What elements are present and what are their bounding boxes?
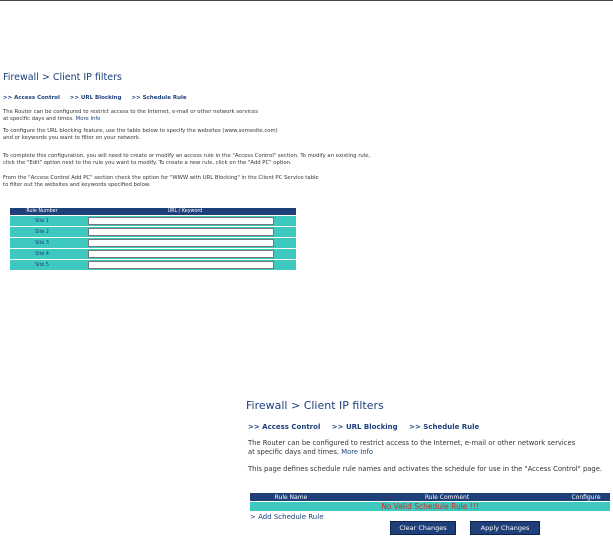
site-label: Site 5	[35, 262, 49, 268]
tab-schedule-rule[interactable]: >> Schedule Rule	[409, 423, 480, 431]
intro-line-1: The Router can be configured to restrict access to the Internet, e-mail or other network services	[248, 439, 576, 447]
config-paragraph	[3, 128, 278, 142]
table-header	[10, 208, 296, 215]
add-schedule-rule-link[interactable]: > Add Schedule Rule	[250, 513, 324, 521]
firewall-tabs	[248, 423, 488, 431]
intro-line-2: at specific days and times. More Info	[3, 116, 101, 122]
site-label: Site 3	[35, 240, 49, 246]
complete-line-1: To complete this configuration, you will need to create or modify an access rule in the "Access Control" section. To modify an existing rule,	[3, 153, 371, 159]
from-paragraph	[3, 175, 319, 189]
site-label: Site 1	[35, 218, 49, 224]
tab-url-blocking[interactable]: >> URL Blocking	[331, 423, 398, 431]
site-url-input[interactable]	[88, 239, 274, 247]
complete-paragraph	[3, 153, 370, 167]
header-rule-name: Rule Name	[274, 493, 308, 501]
url-blocking-table	[10, 208, 296, 270]
site-label: Site 2	[35, 229, 49, 235]
empty-rule-message: No Valid Schedule Rule !!!	[250, 501, 610, 511]
firewall-tabs	[3, 95, 195, 101]
apply-changes-button[interactable]: Apply Changes	[470, 521, 540, 535]
table-header	[250, 493, 610, 501]
schedule-rule-table	[250, 493, 610, 511]
site-url-input[interactable]	[88, 217, 274, 225]
config-line-1: To configure the URL blocking feature, use the table below to specify the websites (www.somesite.com)	[3, 128, 278, 134]
define-paragraph: This page defines schedule rule names and activates the schedule for use in the "Access Control" page.	[248, 465, 603, 473]
table-row	[10, 226, 296, 237]
header-url-keyword: URL / Keyword	[167, 209, 203, 214]
intro-line-1: The Router can be configured to restrict access to the Internet, e-mail or other network services	[3, 109, 259, 115]
header-configure: Configure	[571, 493, 601, 501]
page-title-schedule-rule: Firewall > Client IP filters	[246, 399, 384, 412]
table-row	[10, 259, 296, 270]
from-line-2: to filter out the websites and keywords specified below.	[3, 182, 151, 188]
from-line-1: From the "Access Control Add PC" section check the option for "WWW with URL Blocking" in the Client PC Service table	[3, 175, 319, 181]
intro-paragraph	[248, 439, 575, 457]
tab-url-blocking[interactable]: >> URL Blocking	[69, 95, 122, 101]
page-title-url-blocking: Firewall > Client IP filters	[3, 72, 122, 83]
more-info-link[interactable]: More Info	[341, 448, 374, 456]
site-url-input[interactable]	[88, 228, 274, 236]
site-url-input[interactable]	[88, 250, 274, 258]
clear-changes-button[interactable]: Clear Changes	[390, 521, 456, 535]
table-row	[10, 248, 296, 259]
tab-access-control[interactable]: >> Access Control	[3, 95, 60, 101]
site-label: Site 4	[35, 251, 49, 257]
complete-line-2: click the "Edit" option next to the rule you want to modify. To create a new rule, click on the "Add PC" option.	[3, 160, 292, 166]
top-border-line	[0, 0, 613, 1]
header-rule-number: Rule Number	[26, 209, 58, 214]
table-row	[10, 237, 296, 248]
config-line-2: and or keywords you want to filter on your network.	[3, 135, 141, 141]
site-url-input[interactable]	[88, 261, 274, 269]
table-row	[10, 215, 296, 226]
more-info-link[interactable]: More Info	[75, 116, 101, 122]
tab-schedule-rule[interactable]: >> Schedule Rule	[131, 95, 187, 101]
tab-access-control[interactable]: >> Access Control	[248, 423, 321, 431]
header-rule-comment: Rule Comment	[424, 493, 470, 501]
intro-line-2: at specific days and times. More Info	[248, 448, 374, 456]
intro-paragraph	[3, 109, 258, 123]
